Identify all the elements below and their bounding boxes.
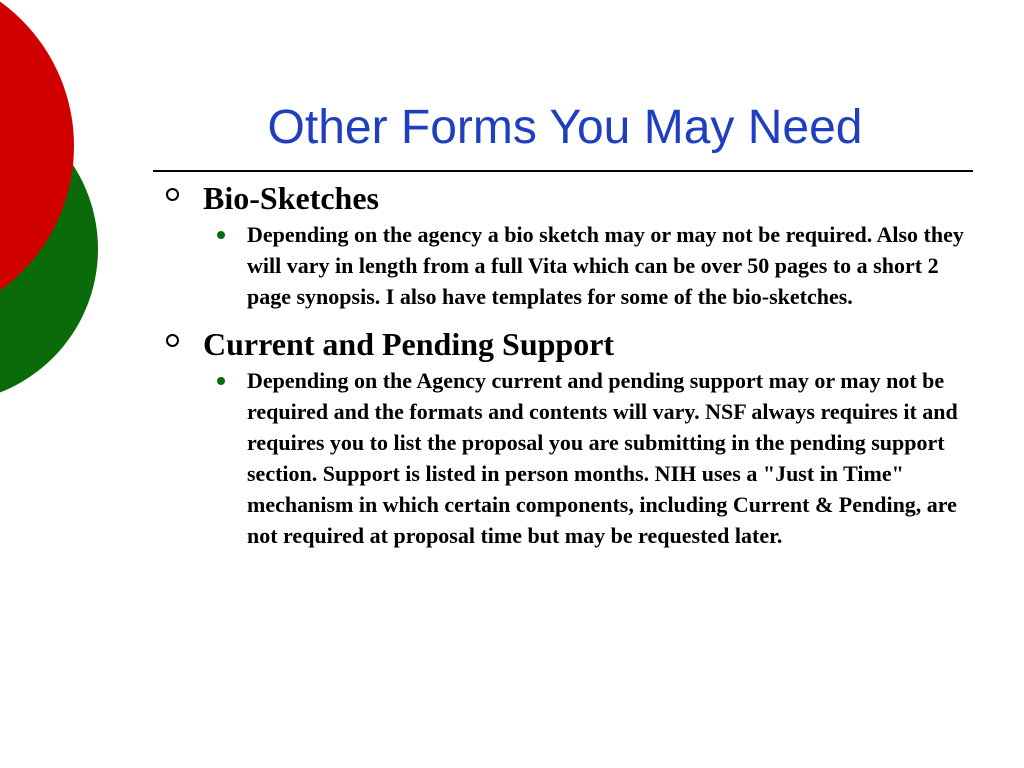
bullet-heading: Bio-Sketches: [203, 180, 379, 216]
hollow-circle-bullet-icon: [166, 188, 179, 201]
dot-bullet-icon: [217, 231, 225, 239]
bullet-heading: Current and Pending Support: [203, 326, 615, 362]
bullet-item-current-pending-support: [160, 324, 970, 364]
slide-body: [160, 178, 970, 551]
hollow-circle-bullet-icon: [166, 334, 179, 347]
bullet-item-bio-sketches: [160, 178, 970, 218]
dot-bullet-icon: [217, 377, 225, 385]
sub-bullet-text: Depending on the agency a bio sketch may or may not be required. Also they will vary in length from a full Vita which can be over 50 pages to a short 2 page synopsis. I also have templates for some of the bio-sketches.: [247, 222, 964, 309]
slide-title: Other Forms You May Need: [267, 101, 863, 154]
sub-bullet-item: [160, 365, 970, 551]
sub-bullet-item: [160, 219, 970, 312]
sub-bullet-text: Depending on the Agency current and pending support may or may not be required and the formats and contents will vary. NSF always requires it and requires you to list the proposal you are submitting in the pending support section. Support is listed in person months. NIH uses a "Just in Time" mechanism in which certain components, including Current & Pending, are not required at proposal time but may be requested later.: [247, 368, 958, 548]
title-divider: [153, 170, 973, 172]
